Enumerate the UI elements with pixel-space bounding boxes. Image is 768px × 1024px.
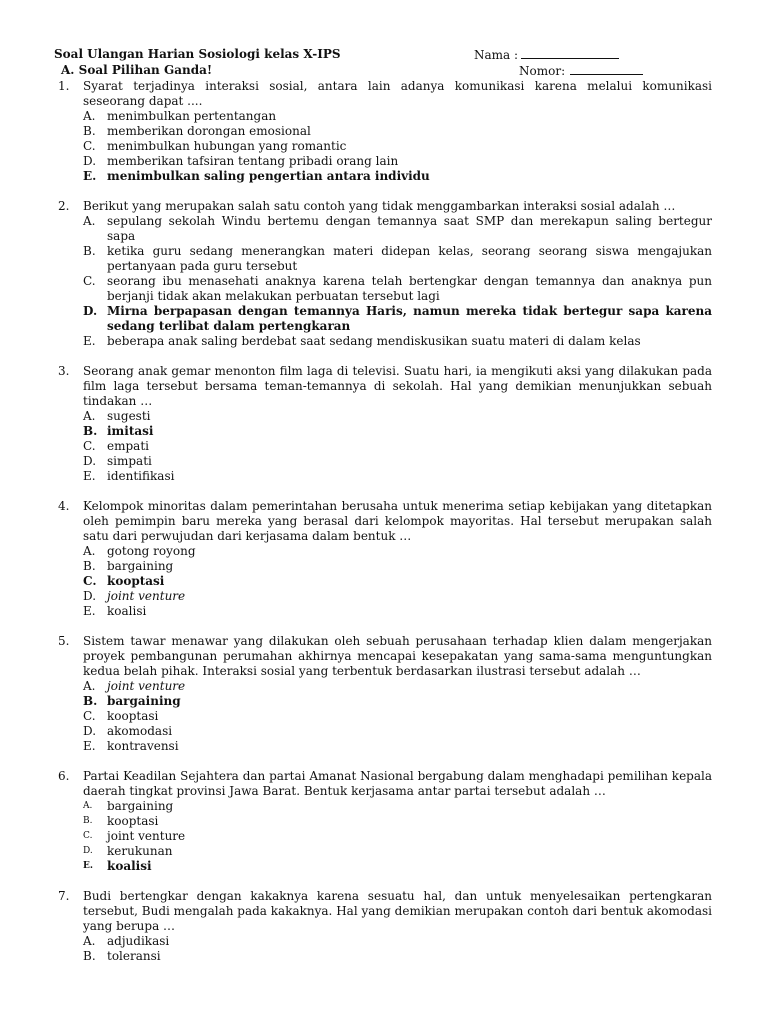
- option-letter: D.: [83, 304, 98, 318]
- option-letter: A.: [83, 214, 96, 228]
- answer-option: [0, 439, 768, 454]
- question-stem: [0, 769, 768, 799]
- answer-option: [0, 724, 768, 739]
- option-text: memberikan tafsiran tentang pribadi orang lain: [107, 154, 399, 168]
- option-text: simpati: [107, 454, 152, 468]
- option-letter: D.: [83, 589, 97, 603]
- answer-option: [0, 604, 768, 619]
- question-stem: [0, 199, 768, 214]
- option-letter: C.: [83, 709, 96, 723]
- option-text: joint venture: [107, 589, 186, 603]
- answer-option: [0, 574, 768, 589]
- question-text: Partai Keadilan Sejahtera dan partai Amanat Nasional bergabung dalam menghadapi pemilihan kepala daerah tingkat provinsi Jawa Barat. Bentuk kerjasama antar partai tersebut adalah …: [83, 769, 712, 798]
- option-text: kerukunan: [107, 844, 173, 858]
- name-field: [474, 46, 619, 63]
- option-letter: D.: [83, 454, 97, 468]
- question-number: 1.: [58, 79, 70, 93]
- answer-option: [0, 934, 768, 949]
- number-field: [519, 62, 643, 79]
- option-letter: B.: [83, 424, 98, 438]
- name-blank-line: [521, 46, 619, 59]
- answer-option: [0, 799, 768, 814]
- option-text: bargaining: [107, 694, 181, 708]
- option-text: joint venture: [107, 829, 186, 843]
- option-text: joint venture: [107, 679, 186, 693]
- question-stem: [0, 634, 768, 679]
- option-text: kontravensi: [107, 739, 179, 753]
- number-blank-line: [570, 62, 643, 75]
- answer-options: [0, 409, 768, 484]
- option-letter: C.: [83, 831, 93, 841]
- question-text: Budi bertengkar dengan kakaknya karena sesuatu hal, dan untuk menyelesaikan pertengkaran tersebut, Budi mengalah pada kakaknya. Hal yang demikian merupakan contoh dari bentuk akomodasi yang berupa …: [83, 889, 712, 933]
- question-item: [0, 889, 768, 964]
- answer-options: [0, 934, 768, 964]
- option-text: koalisi: [107, 859, 152, 873]
- question-stem: [0, 889, 768, 934]
- question-stem: [0, 499, 768, 544]
- question-text: Seorang anak gemar menonton film laga di televisi. Suatu hari, ia mengikuti aksi yang dilakukan pada film laga tersebut bersama teman-temannya di sekolah. Hal yang demikian menunjukkan sebuah tindakan …: [83, 364, 712, 408]
- option-text: identifikasi: [107, 469, 175, 483]
- question-text: Sistem tawar menawar yang dilakukan oleh sebuah perusahaan terhadap klien dalam mengerjakan proyek pembangunan perumahan akhirnya mencapai kesepakatan yang sama-sama menguntungkan kedua belah pihak. Interaksi sosial yang terbentuk berdasarkan ilustrasi tersebut adalah …: [83, 634, 712, 678]
- answer-option: [0, 139, 768, 154]
- option-letter: C.: [83, 274, 96, 288]
- answer-option: [0, 859, 768, 874]
- answer-option: [0, 709, 768, 724]
- option-text: adjudikasi: [107, 934, 170, 948]
- answer-option: [0, 109, 768, 124]
- option-text: ketika guru sedang menerangkan materi didepan kelas, seorang seorang siswa mengajukan pertanyaan pada guru tersebut: [107, 244, 712, 273]
- option-letter: A.: [83, 801, 93, 811]
- option-text: kooptasi: [107, 814, 159, 828]
- question-number: 7.: [58, 889, 70, 903]
- question-text: Berikut yang merupakan salah satu contoh yang tidak menggambarkan interaksi sosial adalah …: [83, 199, 676, 213]
- question-text: Kelompok minoritas dalam pemerintahan berusaha untuk menerima setiap kebijakan yang ditetapkan oleh pemimpin baru mereka yang berasal dari kelompok mayoritas. Hal tersebut merupakan salah satu dari perwujudan dari kerjasama dalam bentuk …: [83, 499, 712, 543]
- option-letter: E.: [83, 469, 96, 483]
- number-label: Nomor:: [519, 64, 566, 78]
- option-letter: B.: [83, 694, 98, 708]
- question-number: 4.: [58, 499, 70, 513]
- question-number: 5.: [58, 634, 70, 648]
- option-letter: B.: [83, 124, 96, 138]
- question-number: 3.: [58, 364, 70, 378]
- option-letter: E.: [83, 861, 93, 871]
- option-letter: B.: [83, 816, 93, 826]
- option-text: Mirna berpapasan dengan temannya Haris, namun mereka tidak bertegur sapa karena sedang terlibat dalam pertengkaran: [107, 304, 712, 333]
- answer-options: [0, 109, 768, 184]
- answer-option: [0, 334, 768, 349]
- option-letter: B.: [83, 559, 96, 573]
- question-number: 2.: [58, 199, 70, 213]
- answer-options: [0, 799, 768, 874]
- option-text: kooptasi: [107, 574, 165, 588]
- question-item: [0, 634, 768, 754]
- option-letter: A.: [83, 544, 96, 558]
- question-stem: [0, 364, 768, 409]
- option-text: kooptasi: [107, 709, 159, 723]
- option-letter: E.: [83, 739, 96, 753]
- answer-option: [0, 409, 768, 424]
- answer-option: [0, 424, 768, 439]
- answer-option: [0, 244, 768, 274]
- question-item: [0, 199, 768, 349]
- option-letter: D.: [83, 846, 93, 856]
- option-letter: E.: [83, 334, 96, 348]
- answer-option: [0, 454, 768, 469]
- answer-option: [0, 544, 768, 559]
- option-text: akomodasi: [107, 724, 173, 738]
- option-text: menimbulkan pertentangan: [107, 109, 277, 123]
- option-text: gotong royong: [107, 544, 196, 558]
- option-letter: B.: [83, 949, 96, 963]
- question-item: [0, 364, 768, 484]
- option-text: bargaining: [107, 799, 174, 813]
- option-text: koalisi: [107, 604, 147, 618]
- option-letter: A.: [83, 934, 96, 948]
- option-letter: C.: [83, 574, 97, 588]
- option-text: memberikan dorongan emosional: [107, 124, 311, 138]
- exam-title: Soal Ulangan Harian Sosiologi kelas X-IPS: [54, 47, 341, 61]
- answer-option: [0, 154, 768, 169]
- option-text: beberapa anak saling berdebat saat sedang mendiskusikan suatu materi di dalam kelas: [107, 334, 641, 348]
- option-letter: D.: [83, 724, 97, 738]
- answer-options: [0, 679, 768, 754]
- exam-header: [54, 46, 714, 78]
- answer-option: [0, 589, 768, 604]
- question-item: [0, 79, 768, 184]
- option-letter: B.: [83, 244, 96, 258]
- answer-option: [0, 694, 768, 709]
- answer-options: [0, 214, 768, 349]
- option-letter: A.: [83, 409, 96, 423]
- question-item: [0, 499, 768, 619]
- answer-option: [0, 829, 768, 844]
- option-letter: D.: [83, 154, 97, 168]
- answer-option: [0, 844, 768, 859]
- answer-options: [0, 544, 768, 619]
- answer-option: [0, 739, 768, 754]
- option-text: bargaining: [107, 559, 174, 573]
- answer-option: [0, 814, 768, 829]
- question-stem: [0, 79, 768, 109]
- option-text: empati: [107, 439, 149, 453]
- option-text: sepulang sekolah Windu bertemu dengan temannya saat SMP dan merekapun saling bertegur sapa: [107, 214, 712, 243]
- answer-option: [0, 124, 768, 139]
- option-letter: C.: [83, 139, 96, 153]
- answer-option: [0, 469, 768, 484]
- option-text: menimbulkan saling pengertian antara individu: [107, 169, 430, 183]
- question-text: Syarat terjadinya interaksi sosial, antara lain adanya komunikasi karena melalui komunikasi seseorang dapat ....: [83, 79, 712, 108]
- answer-option: [0, 274, 768, 304]
- answer-option: [0, 679, 768, 694]
- question-list: [0, 79, 768, 979]
- option-letter: E.: [83, 169, 97, 183]
- answer-option: [0, 169, 768, 184]
- option-letter: A.: [83, 109, 96, 123]
- option-text: imitasi: [107, 424, 154, 438]
- option-text: seorang ibu menasehati anaknya karena telah bertengkar dengan temannya dan anaknya pun berjanji tidak akan melakukan perbuatan tersebut lagi: [107, 274, 712, 303]
- answer-option: [0, 559, 768, 574]
- section-heading: A. Soal Pilihan Ganda!: [61, 63, 213, 77]
- option-letter: C.: [83, 439, 96, 453]
- option-text: menimbulkan hubungan yang romantic: [107, 139, 347, 153]
- answer-option: [0, 214, 768, 244]
- question-number: 6.: [58, 769, 70, 783]
- answer-option: [0, 949, 768, 964]
- answer-option: [0, 304, 768, 334]
- question-item: [0, 769, 768, 874]
- option-text: toleransi: [107, 949, 161, 963]
- option-letter: E.: [83, 604, 96, 618]
- option-text: sugesti: [107, 409, 151, 423]
- name-label: Nama :: [474, 48, 519, 62]
- option-letter: A.: [83, 679, 96, 693]
